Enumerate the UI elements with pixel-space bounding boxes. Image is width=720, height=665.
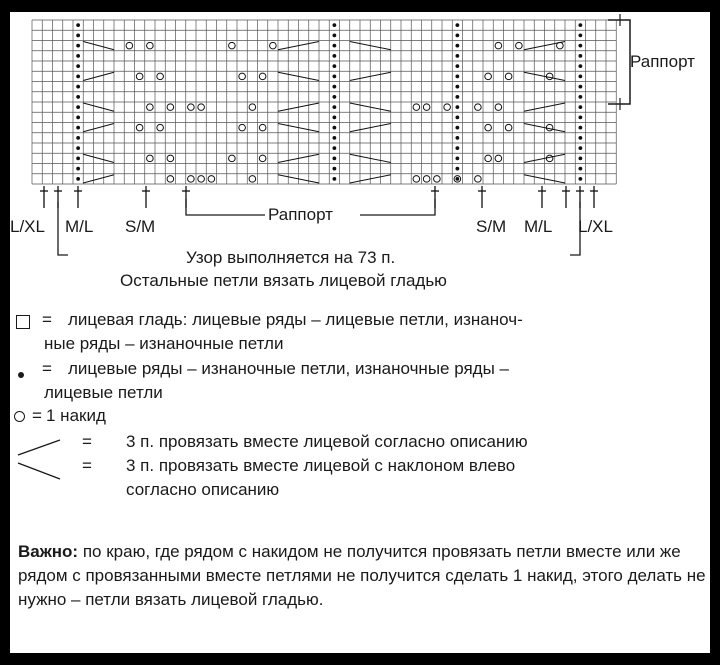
- important-note: [18, 540, 708, 612]
- purl-dot: [578, 74, 582, 78]
- purl-dot: [578, 44, 582, 48]
- yarn-over-mark: [126, 42, 133, 49]
- important-note-text: по краю, где рядом с накидом не получится провязать петли вместе или же рядом с провязанными вместе петлями не получится сделать 1 накид, этого делать не нужно – петли вязать лицевой гладью.: [18, 542, 706, 609]
- purl-dot: [578, 177, 582, 181]
- purl-dot: [455, 64, 459, 68]
- legend-text-left-slant-cont: согласно описанию: [126, 480, 280, 499]
- purl-dot: [332, 33, 336, 37]
- purl-dot: [76, 54, 80, 58]
- important-note-label: Важно:: [18, 542, 79, 561]
- knitting-chart-sheet: [10, 12, 710, 653]
- legend-eq: =: [42, 359, 52, 378]
- purl-dot: [455, 156, 459, 160]
- purl-dot: [76, 85, 80, 89]
- size-marker: [142, 186, 150, 208]
- yarn-over-mark: [188, 104, 195, 111]
- size-label-left-lxl: L/XL: [10, 217, 45, 236]
- size-label-left-ml: M/L: [65, 217, 94, 236]
- purl-dot: [455, 136, 459, 140]
- yarn-over-mark: [147, 104, 154, 111]
- purl-dot: [455, 167, 459, 171]
- purl-dot: [578, 126, 582, 130]
- rapport-bottom-bracket: [186, 199, 265, 215]
- size-marker: [478, 186, 486, 208]
- yarn-over-mark: [546, 73, 553, 80]
- legend-text-circle: 1 накид: [46, 406, 106, 425]
- empty-square-icon: [16, 315, 30, 329]
- rapport-bottom-label: Раппорт: [268, 205, 333, 224]
- purl-dot: [578, 167, 582, 171]
- decrease-mark: [83, 103, 114, 111]
- purl-dot: [332, 146, 336, 150]
- purl-dot: [578, 146, 582, 150]
- decrease-mark: [83, 72, 114, 80]
- purl-dot: [332, 136, 336, 140]
- purl-dot: [578, 23, 582, 27]
- purl-dot: [76, 74, 80, 78]
- purl-dot: [332, 115, 336, 119]
- purl-dot: [455, 85, 459, 89]
- yarn-over-mark: [413, 104, 420, 111]
- chart-grid: [32, 20, 616, 184]
- yarn-over-mark: [259, 155, 266, 162]
- legend-eq: =: [82, 456, 92, 475]
- yarn-over-mark: [167, 155, 174, 162]
- yarn-over-mark: [485, 155, 492, 162]
- yarn-over-mark: [485, 124, 492, 131]
- purl-dot: [76, 156, 80, 160]
- purl-dot: [455, 177, 459, 181]
- size-label-right-lxl: L/XL: [578, 217, 613, 236]
- yarn-over-mark: [167, 104, 174, 111]
- yarn-over-mark: [249, 104, 256, 111]
- caption-rest-stitches: Остальные петли вязать лицевой гладью: [120, 271, 447, 290]
- yarn-over-mark: [136, 73, 143, 80]
- purl-dot: [332, 23, 336, 27]
- purl-dot: [76, 115, 80, 119]
- purl-dot: [578, 64, 582, 68]
- yarn-over-mark: [239, 124, 246, 131]
- yarn-over-mark: [229, 42, 236, 49]
- purl-dot: [332, 95, 336, 99]
- legend-eq: =: [42, 310, 52, 329]
- left-slant-icon: [16, 460, 64, 482]
- yarn-over-mark: [423, 104, 430, 111]
- yarn-over-mark: [475, 176, 482, 183]
- yarn-over-mark: [546, 124, 553, 131]
- purl-dot: [332, 156, 336, 160]
- purl-dot: [455, 115, 459, 119]
- purl-dot: [332, 167, 336, 171]
- purl-dot: [76, 126, 80, 130]
- purl-dot: [455, 105, 459, 109]
- yarn-over-mark: [505, 124, 512, 131]
- legend-text-dot-cont: лицевые петли: [44, 383, 163, 402]
- decrease-mark: [83, 154, 114, 162]
- purl-dot: [76, 44, 80, 48]
- purl-dot: [332, 74, 336, 78]
- decrease-mark: [83, 42, 114, 50]
- size-marker: [74, 186, 82, 208]
- dot-icon: [18, 372, 24, 378]
- purl-dot: [76, 95, 80, 99]
- size-label-left-sm: S/M: [125, 217, 156, 236]
- purl-dot: [76, 33, 80, 37]
- yarn-over-mark: [505, 73, 512, 80]
- size-label-right-sm: S/M: [476, 217, 507, 236]
- purl-dot: [76, 23, 80, 27]
- yarn-over-mark: [239, 73, 246, 80]
- yarn-over-mark: [208, 176, 215, 183]
- legend-text-left-slant: 3 п. провязать вместе лицевой с наклоном влево: [126, 456, 516, 475]
- purl-dot: [332, 177, 336, 181]
- legend-eq: =: [82, 432, 92, 451]
- purl-dot: [332, 105, 336, 109]
- yarn-over-mark: [495, 104, 502, 111]
- yarn-over-mark: [495, 155, 502, 162]
- purl-dot: [76, 105, 80, 109]
- yarn-over-mark: [229, 155, 236, 162]
- yarn-over-mark: [198, 176, 205, 183]
- rapport-side-label: Раппорт: [630, 52, 695, 71]
- yarn-over-mark: [188, 176, 195, 183]
- purl-dot: [332, 54, 336, 58]
- right-slant-icon: [16, 436, 64, 458]
- purl-dot: [455, 23, 459, 27]
- purl-dot: [455, 54, 459, 58]
- yarn-over-mark: [167, 176, 174, 183]
- decrease-mark: [83, 175, 114, 183]
- yarn-over-circle-icon: [14, 411, 25, 422]
- yarn-over-mark: [516, 42, 523, 49]
- yarn-over-mark: [259, 124, 266, 131]
- purl-dot: [455, 74, 459, 78]
- legend-text-square-cont: ные ряды – изнаночные петли: [44, 334, 284, 353]
- purl-dot: [76, 64, 80, 68]
- purl-dot: [332, 64, 336, 68]
- size-marker: [590, 186, 598, 208]
- yarn-over-mark: [423, 176, 430, 183]
- purl-dot: [76, 167, 80, 171]
- decrease-mark: [83, 124, 114, 132]
- purl-dot: [332, 85, 336, 89]
- purl-dot: [332, 44, 336, 48]
- purl-dot: [578, 115, 582, 119]
- legend-text-right-slant: 3 п. провязать вместе лицевой согласно описанию: [126, 432, 528, 451]
- purl-dot: [578, 33, 582, 37]
- purl-dot: [455, 33, 459, 37]
- yarn-over-mark: [475, 104, 482, 111]
- purl-dot: [76, 146, 80, 150]
- purl-dot: [455, 95, 459, 99]
- yarn-over-mark: [444, 104, 451, 111]
- yarn-over-mark: [546, 155, 553, 162]
- purl-dot: [578, 156, 582, 160]
- purl-dot: [455, 126, 459, 130]
- yarn-over-mark: [495, 42, 502, 49]
- yarn-over-mark: [157, 124, 164, 131]
- size-label-right-ml: M/L: [524, 217, 553, 236]
- purl-dot: [578, 95, 582, 99]
- size-marker: [538, 186, 546, 208]
- purl-dot: [578, 85, 582, 89]
- yarn-over-mark: [413, 176, 420, 183]
- yarn-over-mark: [259, 73, 266, 80]
- purl-dot: [455, 44, 459, 48]
- legend-eq: =: [32, 406, 42, 425]
- purl-dot: [578, 54, 582, 58]
- yarn-over-mark: [249, 176, 256, 183]
- yarn-over-mark: [485, 73, 492, 80]
- yarn-over-mark: [147, 42, 154, 49]
- size-marker: [562, 186, 570, 208]
- size-marker: [40, 186, 48, 208]
- yarn-over-mark: [434, 176, 441, 183]
- legend-text-square: лицевая гладь: лицевые ряды – лицевые петли, изнаноч-: [68, 310, 523, 329]
- yarn-over-mark: [270, 42, 277, 49]
- purl-dot: [332, 126, 336, 130]
- yarn-over-mark: [136, 124, 143, 131]
- yarn-over-mark: [157, 73, 164, 80]
- yarn-over-mark: [147, 155, 154, 162]
- purl-dot: [578, 136, 582, 140]
- purl-dot: [76, 136, 80, 140]
- yarn-over-mark: [198, 104, 205, 111]
- purl-dot: [578, 105, 582, 109]
- purl-dot: [455, 146, 459, 150]
- caption-stitch-count: Узор выполняется на 73 п.: [186, 248, 396, 267]
- legend-text-dot: лицевые ряды – изнаночные петли, изнаночные ряды –: [68, 359, 509, 378]
- purl-dot: [76, 177, 80, 181]
